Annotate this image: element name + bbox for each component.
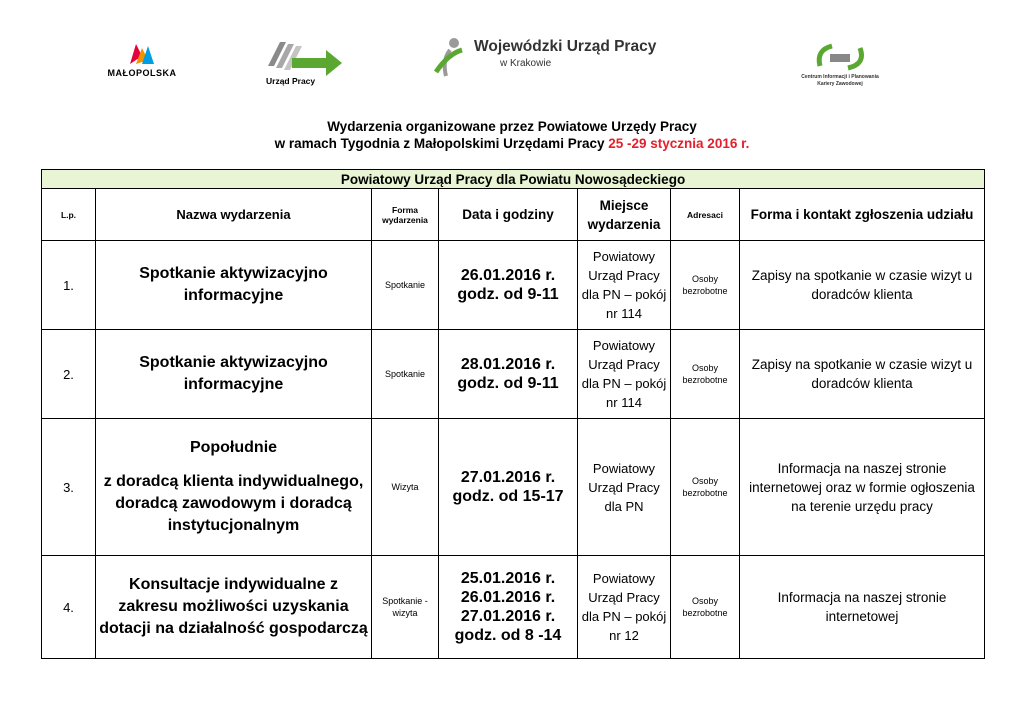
malopolska-logo	[96, 42, 188, 86]
row-place: Powiatowy Urząd Pracy dla PN – pokój nr 12	[578, 556, 671, 659]
cip-logo	[790, 40, 890, 92]
urzad-pracy-label: Urząd Pracy	[266, 76, 316, 86]
table-header-row	[42, 189, 985, 241]
row-addressees: Osoby bezrobotne	[671, 556, 740, 659]
row-contact: Zapisy na spotkanie w czasie wizyt u doradców klienta	[740, 241, 985, 330]
row-date	[439, 241, 578, 330]
header-date: Data i godziny	[439, 189, 578, 241]
row-form: Spotkanie	[372, 330, 439, 419]
row-event-name-line2: z doradcą klienta indywidualnego, doradcą zawodowym i doradcą instytucjonalnym	[103, 473, 364, 534]
events-table	[41, 169, 985, 659]
spacer	[99, 459, 368, 471]
table-row	[42, 556, 985, 659]
wup-name: Wojewódzki Urząd Pracy	[474, 38, 657, 55]
row-contact: Zapisy na spotkanie w czasie wizyt u doradców klienta	[740, 330, 985, 419]
document-title	[0, 118, 1024, 152]
row-hours: godz. od 8 -14	[454, 627, 562, 644]
header-contact: Forma i kontakt zgłoszenia udziału	[740, 189, 985, 241]
header-name: Nazwa wydarzenia	[96, 189, 372, 241]
row-event-name: Spotkanie aktywizacyjno informacyjne	[96, 330, 372, 419]
malopolska-mark-icon	[128, 42, 156, 66]
row-date-value: 25.01.2016 r.	[460, 570, 556, 587]
row-place: Powiatowy Urząd Pracy dla PN – pokój nr 114	[578, 330, 671, 419]
header-place: Miejsce wydarzenia	[578, 189, 671, 241]
row-place: Powiatowy Urząd Pracy dla PN	[578, 419, 671, 556]
row-form: Spotkanie - wizyta	[372, 556, 439, 659]
table-row	[42, 419, 985, 556]
row-date	[439, 419, 578, 556]
row-lp: 3.	[42, 419, 96, 556]
title-line1: Wydarzenia organizowane przez Powiatowe Urzędy Pracy	[327, 119, 697, 134]
row-date	[439, 330, 578, 419]
malopolska-label: MAŁOPOLSKA	[107, 68, 177, 78]
row-form: Spotkanie	[372, 241, 439, 330]
row-form: Wizyta	[372, 419, 439, 556]
row-date-value: 27.01.2016 r.	[460, 469, 556, 486]
wup-logo	[432, 36, 712, 84]
row-date-value: 26.01.2016 r.	[460, 589, 556, 606]
row-addressees: Osoby bezrobotne	[671, 330, 740, 419]
cip-arrows-icon	[790, 40, 890, 74]
row-place: Powiatowy Urząd Pracy dla PN – pokój nr 114	[578, 241, 671, 330]
table-caption: Powiatowy Urząd Pracy dla Powiatu Nowosądeckiego	[42, 170, 985, 189]
header-form: Forma wydarzenia	[372, 189, 439, 241]
row-lp: 2.	[42, 330, 96, 419]
row-date-value: 27.01.2016 r.	[460, 608, 556, 625]
row-hours: godz. od 15-17	[452, 488, 564, 505]
urzad-pracy-logo	[262, 36, 346, 90]
row-event-name: Spotkanie aktywizacyjno informacyjne	[96, 241, 372, 330]
title-line2	[0, 135, 1024, 152]
row-contact: Informacja na naszej stronie internetowej	[740, 556, 985, 659]
logo-bar	[0, 36, 1024, 96]
row-contact: Informacja na naszej stronie internetowej oraz w formie ogłoszenia na terenie urzędu pracy	[740, 419, 985, 556]
wup-figure-icon	[432, 36, 472, 82]
row-event-name-line1: Popołudnie	[189, 439, 278, 456]
header-addressees: Adresaci	[671, 189, 740, 241]
urzad-pracy-arrow-icon	[262, 36, 346, 76]
header-lp: L.p.	[42, 189, 96, 241]
title-dates: 25 -29 stycznia 2016 r.	[608, 136, 750, 151]
row-hours: godz. od 9-11	[457, 286, 559, 303]
cip-name-line1: Centrum Informacji i Planowania	[801, 74, 879, 80]
row-addressees: Osoby bezrobotne	[671, 241, 740, 330]
row-date-value: 26.01.2016 r.	[460, 267, 556, 284]
row-lp: 4.	[42, 556, 96, 659]
table-row	[42, 241, 985, 330]
row-addressees: Osoby bezrobotne	[671, 419, 740, 556]
row-date-value: 28.01.2016 r.	[460, 356, 556, 373]
table-caption-row	[42, 170, 985, 189]
row-event-name	[96, 419, 372, 556]
cip-name-line2: Kariery Zawodowej	[817, 81, 863, 87]
row-lp: 1.	[42, 241, 96, 330]
wup-city: w Krakowie	[500, 58, 552, 69]
row-event-name: Konsultacje indywidualne z zakresu możliwości uzyskania dotacji na działalność gospodarczą	[96, 556, 372, 659]
table-row	[42, 330, 985, 419]
row-hours: godz. od 9-11	[457, 375, 559, 392]
row-date	[439, 556, 578, 659]
title-line2-prefix: w ramach Tygodnia z Małopolskimi Urzędami Pracy	[274, 136, 605, 151]
